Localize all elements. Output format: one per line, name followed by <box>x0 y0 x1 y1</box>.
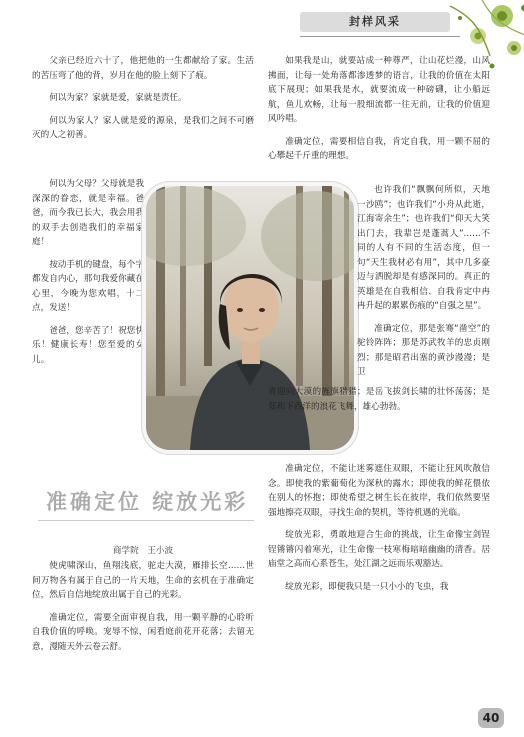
paragraph: 青迎向大漠的旌旗猎猎；是岳飞拔剑长啸的壮怀荡荡；是郑和下西洋的浪花飞舞，雄心勃勃。 <box>268 387 490 412</box>
right-column-mid <box>268 385 490 422</box>
left-column-bottom <box>32 559 254 662</box>
title-rule <box>38 520 254 521</box>
paragraph: 何以为父母？父母就是我深深的眷恋，就是幸福。爸爸，而今我已长大，我会用我的双手去创造我们的幸福家庭！ <box>32 179 144 247</box>
left-column-top <box>32 54 254 151</box>
paragraph: 使虎啸深山，鱼翔浅底，驼走大漠，雁排长空……世间万物各有属于自己的一片天地，生命的玄机在于准确定位，然后自信地绽放出属于自己的光彩。 <box>32 561 254 600</box>
paragraph: 何以为家人？家人就是爱的源泉，是我们之间不可磨灭的人之初善。 <box>32 115 254 140</box>
right-column-top <box>268 54 490 172</box>
paragraph: 爸爸，您辛苦了！祝您快乐！健康长寿！您至爱的女儿。 <box>32 325 144 365</box>
paragraph: 也许我们“飘飘何所似，天地一沙鸥”；也许我们“小舟从此逝，江海寄余生”；也许我们“仰天大笑出门去，我辈岂是蓬蒿人”……不同的人有不同的生活态度，但一句“天生我材必有用”，其中几多豪迈与洒脱却是有感深同的。真正的英雄是在自我相信、自我肯定中冉冉升起的累累伤痕的“自强之星”。 <box>357 185 490 311</box>
paragraph: 父亲已经近六十了，他把他的一生都献给了家。生活的苦压弯了他的背，岁月在他的脸上刻下了痕。 <box>32 56 254 81</box>
paragraph: 何以为家？家就是爱，家就是责任。 <box>49 93 187 103</box>
header-rule <box>300 36 460 37</box>
section-header: 封样风采 <box>300 12 450 32</box>
left-column-narrow <box>32 177 144 375</box>
paragraph: 按动手机的键盘，每个字都发自内心，那句我爱你藏在心里，今晚为您欢唱，十二点，发送！ <box>32 259 144 313</box>
paragraph: 准确定位，需要全面审视自我，用一颗平静的心聆听自我价值的呼唤。宠辱不惊，闲看庭前花开花落；去留无意，漫随天外云卷云舒。 <box>32 612 254 652</box>
paragraph: 准确定位，不能让迷雾遮住双眼，不能让狂风吹散信念。即使我的紫葡萄化为深秋的露水；即使我的鲜花偎依在别人的怀抱；即使希望之树生长在彼岸，我们依然要坚强地擦亮双眼，寻找生命的契机，等待机遇的光临。 <box>268 464 490 518</box>
right-column-narrow <box>357 183 490 388</box>
paragraph: 准确定位，那是张骞“凿空”的驼铃阵阵；那是苏武牧羊的忠贞刚烈；那是昭君出塞的黄沙漫漫；是卫 <box>357 323 490 377</box>
page-number: 40 <box>478 708 504 728</box>
paragraph: 准确定位，需要相信自我，肯定自我，用一颗不屈的心攀起千斤重的理想。 <box>268 136 490 161</box>
article-title: 准确定位 绽放光彩 <box>46 490 249 514</box>
paragraph: 绽放光彩，即便我只是一只小小的飞虫，我 <box>285 581 449 592</box>
paragraph: 绽放光彩，勇敢地迎合生命的挑战，让生命像宝剑锃锃锵锵闪着寒光，让生命像一枝寒梅暗暗幽幽的清香。居庙堂之高而心系苍生，处江湖之远而乐观豁达。 <box>268 530 490 569</box>
right-column-bottom <box>268 462 490 602</box>
paragraph: 如果我是山，就要站成一种尊严，让山花烂漫，山风拂面，让每一处角落都渗透梦的语言，让我的价值在太阳底下展现；如果我是水，就要流成一种磅礴，让小船远航，鱼儿欢畅，让每一股细流都一往无前，让我的价值迎风吟唱。 <box>268 56 490 124</box>
article-byline: 商学院 王小波 <box>112 546 174 556</box>
